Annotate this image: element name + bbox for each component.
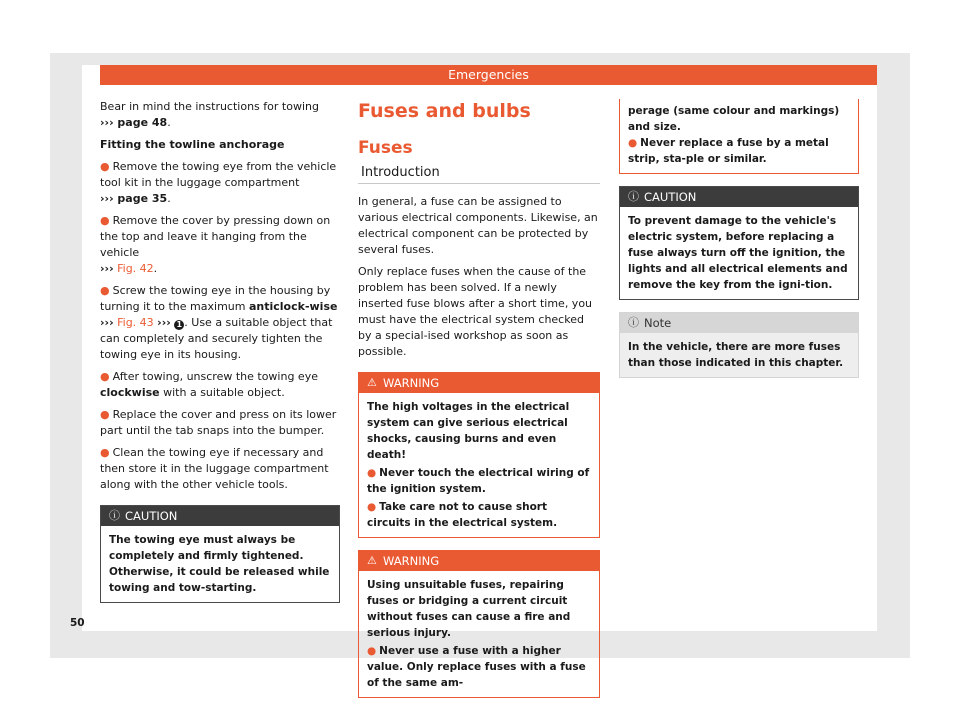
warning-body: Using unsuitable fuses, repairing fuses or bridging a current circuit without fuses can cause a fire and serious injury. ● Never use a fuse with a higher value. Only replace fuses with a fuse of the same am- (359, 571, 599, 697)
warning-box (358, 372, 600, 538)
bullet-icon: ● (367, 501, 377, 513)
list-item: ● Never replace a fuse by a metal strip, sta-ple or similar. (628, 137, 829, 165)
caution-body: The towing eye must always be completely and firmly tightened. Otherwise, it could be released while towing and tow-starting. (109, 534, 330, 594)
caution-box (100, 505, 340, 603)
bullet-icon: ● (100, 160, 110, 173)
bullet-icon: ● (100, 408, 110, 421)
note-body: In the vehicle, there are more fuses than those indicated in this chapter. (620, 333, 858, 377)
caution-box (619, 186, 859, 300)
warning-body: The high voltages in the electrical system can give serious electrical shocks, causing burns and even death! ● Never touch the electrical wiring of the ignition system. ● Take care not to cause short circuits in the electrical system. (367, 401, 590, 529)
column-left (100, 99, 340, 603)
warning-header: ⚠ WARNING (359, 551, 599, 571)
caution-header: ⓘ CAUTION (620, 187, 858, 207)
caution-body: To prevent damage to the vehicle's electric system, before replacing a fuse always turn off the ignition, the lights and all electrical elements and remove the key from the igni-tion. (628, 215, 848, 291)
info-icon: ⓘ (628, 316, 639, 329)
list-item: ● Remove the towing eye from the vehicle tool kit in the luggage compartment ››› page 35. (100, 160, 337, 205)
warning-box (358, 550, 600, 698)
bullet-icon: ● (100, 214, 110, 227)
caution-icon: ⓘ (628, 190, 639, 203)
note-header: ⓘ Note (620, 313, 858, 333)
intro-paragraph: Bear in mind the instructions for towing ››› page 48. (100, 100, 319, 129)
list-item: ● Take care not to cause short circuits in the electrical system. (367, 501, 558, 529)
figure-ref[interactable]: Fig. 43 (117, 316, 154, 329)
manual-page (82, 65, 877, 689)
bullet-icon: ● (100, 446, 110, 459)
figure-ref[interactable]: Fig. 42 (117, 262, 154, 275)
column-middle (358, 99, 600, 698)
caution-header: ⓘ CAUTION (101, 506, 339, 526)
bullet-icon: ● (367, 467, 377, 479)
list-item: ● Never touch the electrical wiring of the ignition system. (367, 467, 590, 495)
subheading: Fitting the towline anchorage (100, 138, 285, 151)
page-ref[interactable]: ››› page 35 (100, 192, 168, 205)
list-item: ● Replace the cover and press on its lower part until the tab snaps into the bumper. (100, 408, 337, 437)
list-item: ● Never use a fuse with a higher value. Only replace fuses with a fuse of the same am- (367, 645, 586, 689)
section-title: Fuses (358, 138, 413, 158)
bullet-icon: ● (367, 645, 377, 657)
list-item: ● Clean the towing eye if necessary and then store it in the luggage compartment along with the other vehicle tools. (100, 446, 329, 491)
list-item: ● Remove the cover by pressing down on the top and leave it hanging from the vehicle ››› Fig. 42. (100, 214, 331, 275)
section-header: Emergencies (100, 65, 877, 85)
column-right (619, 99, 859, 378)
note-box (619, 312, 859, 378)
bullet-icon: ● (100, 284, 110, 297)
body-paragraph: Only replace fuses when the cause of the problem has been solved. If a newly inserted fuse blows after a short time, you must have the electrical system checked by a special-ised workshop as soon as possible. (358, 265, 593, 358)
warning-triangle-icon: ⚠ (367, 554, 377, 567)
chapter-title: Fuses and bulbs (358, 100, 531, 122)
bullet-icon: ● (100, 370, 110, 383)
list-item: ● After towing, unscrew the towing eye clockwise with a suitable object. (100, 370, 318, 399)
warning-header: ⚠ WARNING (359, 373, 599, 393)
page-ref[interactable]: ››› page 48 (100, 116, 168, 129)
warning-continuation: perage (same colour and markings) and size. ● Never replace a fuse by a metal strip, sta-ple or similar. (619, 99, 859, 174)
bullet-icon: ● (628, 137, 638, 149)
page-number: 50 (70, 617, 85, 629)
caution-icon: ⓘ (109, 509, 120, 522)
warning-triangle-icon: ⚠ (367, 376, 377, 389)
body-paragraph: In general, a fuse can be assigned to various electrical components. Likewise, an electrical component can be protected by several fuses. (358, 195, 598, 256)
list-item: ● Screw the towing eye in the housing by turning it to the maximum anticlock-wise ››› Fig. 43 ››› 1 . Use a suitable object that can completely and securely tighten the towing eye in its housing. (100, 284, 338, 361)
callout-number-icon: 1 (174, 320, 184, 330)
subsection-title: Introduction (358, 163, 600, 184)
